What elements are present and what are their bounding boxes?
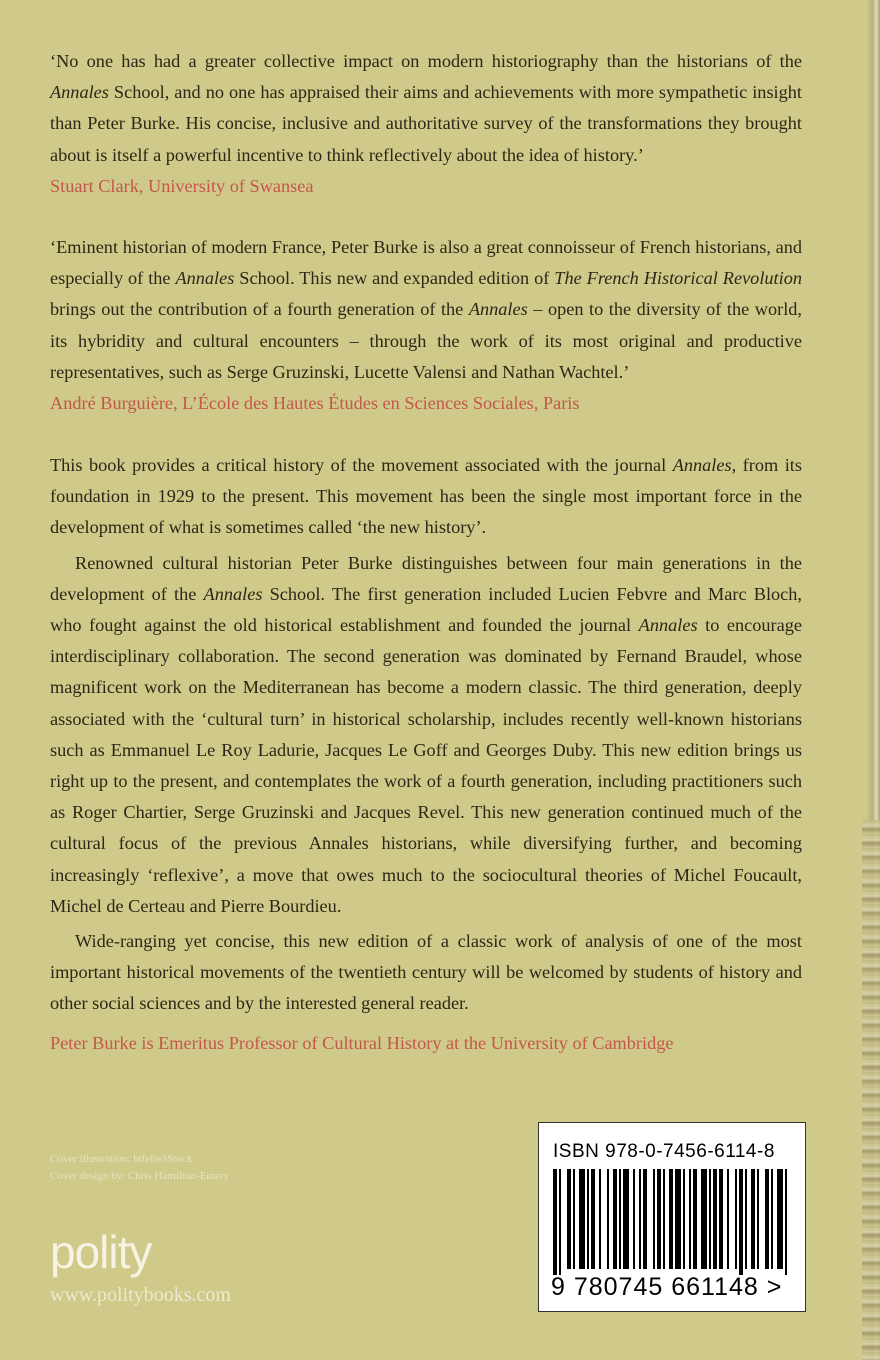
barcode-bar <box>739 1169 743 1275</box>
cover-edge-illustration <box>862 820 880 1360</box>
isbn-barcode <box>538 1122 806 1312</box>
barcode-bar <box>623 1169 629 1269</box>
illustration-credit: Cover illustration: htfelie/iStock <box>50 1153 193 1165</box>
barcode-bar <box>553 1169 557 1275</box>
isbn-label: ISBN 978-0-7456-6114-8 <box>553 1141 775 1162</box>
barcode-bar <box>693 1169 697 1269</box>
barcode-bar <box>643 1169 647 1269</box>
barcode-bar <box>573 1169 575 1269</box>
barcode-bar <box>559 1169 561 1275</box>
quote-1-text: ‘No one has had a greater collective impact on modern historiography than the historians of the Annales School, and no one has appraised their aims and achievements with more sympathetic insight than Peter Burke. His concise, inclusive and authoritative survey of the transformations they brought about is itself a powerful incentive to think reflectively about the idea of history.’ <box>50 51 802 165</box>
author-bio: Peter Burke is Emeritus Professor of Cultural History at the University of Cambridge <box>50 1033 674 1053</box>
barcode-bar <box>657 1169 661 1269</box>
quote-1-attribution: Stuart Clark, University of Swansea <box>50 175 314 196</box>
barcode-digits: 9 780745 661148 > <box>551 1273 783 1301</box>
design-credit: Cover design by: Chris Hamilton-Emery <box>50 1170 230 1182</box>
barcode-bar <box>745 1169 747 1269</box>
quote-1 <box>50 46 802 202</box>
quote-2 <box>50 232 802 419</box>
barcode-bar <box>639 1169 641 1269</box>
barcode-bar <box>765 1169 769 1269</box>
barcode-bar <box>689 1169 691 1269</box>
barcode-bar <box>771 1169 773 1269</box>
quote-2-text: ‘Eminent historian of modern France, Peter Burke is also a great connoisseur of French historians, and especially of the Annales School. This new and expanded edition of The French Historical Revolution brings out the contribution of a fourth generation of the Annales – open to the diversity of the world, its hybridity and cultural encounters – through the work of its most original and productive representatives, such as Serge Gruzinski, Lucette Valensi and Nathan Wachtel.’ <box>50 237 802 382</box>
barcode-bar <box>785 1169 787 1275</box>
barcode-bar <box>599 1169 601 1269</box>
barcode-bar <box>619 1169 621 1269</box>
barcode-bar <box>633 1169 635 1269</box>
barcode-bar <box>567 1169 571 1269</box>
barcode-bar <box>719 1169 723 1269</box>
description-paragraph-2: Renowned cultural historian Peter Burke distinguishes between four main generations in the development of the Annales School. The first generation included Lucien Febvre and Marc Bloch, who fought against the old historical establishment and founded the journal Annales to encourage interdisciplinary collaboration. The second generation was dominated by Fernand Braudel, whose magnificent work on the Mediterranean has become a modern classic. The third generation, deeply associated with the ‘cultural turn’ in historical scholarship, includes recently well-known historians such as Emmanuel Le Roy Ladurie, Jacques Le Goff and Georges Duby. This new edition brings us right up to the present, and contemplates the work of a fourth generation, including practitioners such as Roger Chartier, Serge Gruzinski and Jacques Revel. This new generation continued much of the cultural focus of the previous Annales historians, while diversifying further, and becoming increasingly ‘reflexive’, a move that owes much to the sociocultural theories of Michel Foucault, Michel de Certeau and Pierre Bourdieu. <box>50 552 803 916</box>
barcode-bar <box>713 1169 717 1269</box>
barcode-bar <box>757 1169 759 1269</box>
publisher-logo: polity <box>50 1226 152 1278</box>
quote-2-attribution: André Burguière, L’École des Hautes Études en Sciences Sociales, Paris <box>50 393 580 414</box>
barcode-bar <box>613 1169 617 1269</box>
barcode-bar <box>709 1169 711 1269</box>
publisher-website[interactable]: www.politybooks.com <box>50 1284 231 1306</box>
barcode-bar <box>607 1169 609 1269</box>
barcode-bar <box>669 1169 673 1269</box>
barcode-bar <box>663 1169 665 1269</box>
barcode-bar <box>683 1169 685 1269</box>
barcode-bar <box>675 1169 681 1269</box>
barcode-bar <box>777 1169 783 1269</box>
cover-credits <box>50 1151 229 1185</box>
description-paragraph-1: This book provides a critical history of the movement associated with the journal Annales, from its foundation in 1929 to the present. This movement has been the single most important force in the development of what is sometimes called ‘the new history’. <box>50 455 802 538</box>
book-description <box>50 450 802 1020</box>
barcode-bar <box>735 1169 737 1269</box>
barcode-bar <box>591 1169 595 1269</box>
barcode-bar <box>579 1169 585 1269</box>
barcode-bar <box>587 1169 589 1269</box>
barcode-bar <box>751 1169 755 1269</box>
barcode-bar <box>653 1169 655 1269</box>
barcode-bar <box>701 1169 707 1269</box>
barcode-bar <box>727 1169 729 1269</box>
description-paragraph-3: Wide-ranging yet concise, this new edition of a classic work of analysis of one of the most important historical movements of the twentieth century will be welcomed by students of history and other social sciences and by the interested general reader. <box>50 931 802 1014</box>
